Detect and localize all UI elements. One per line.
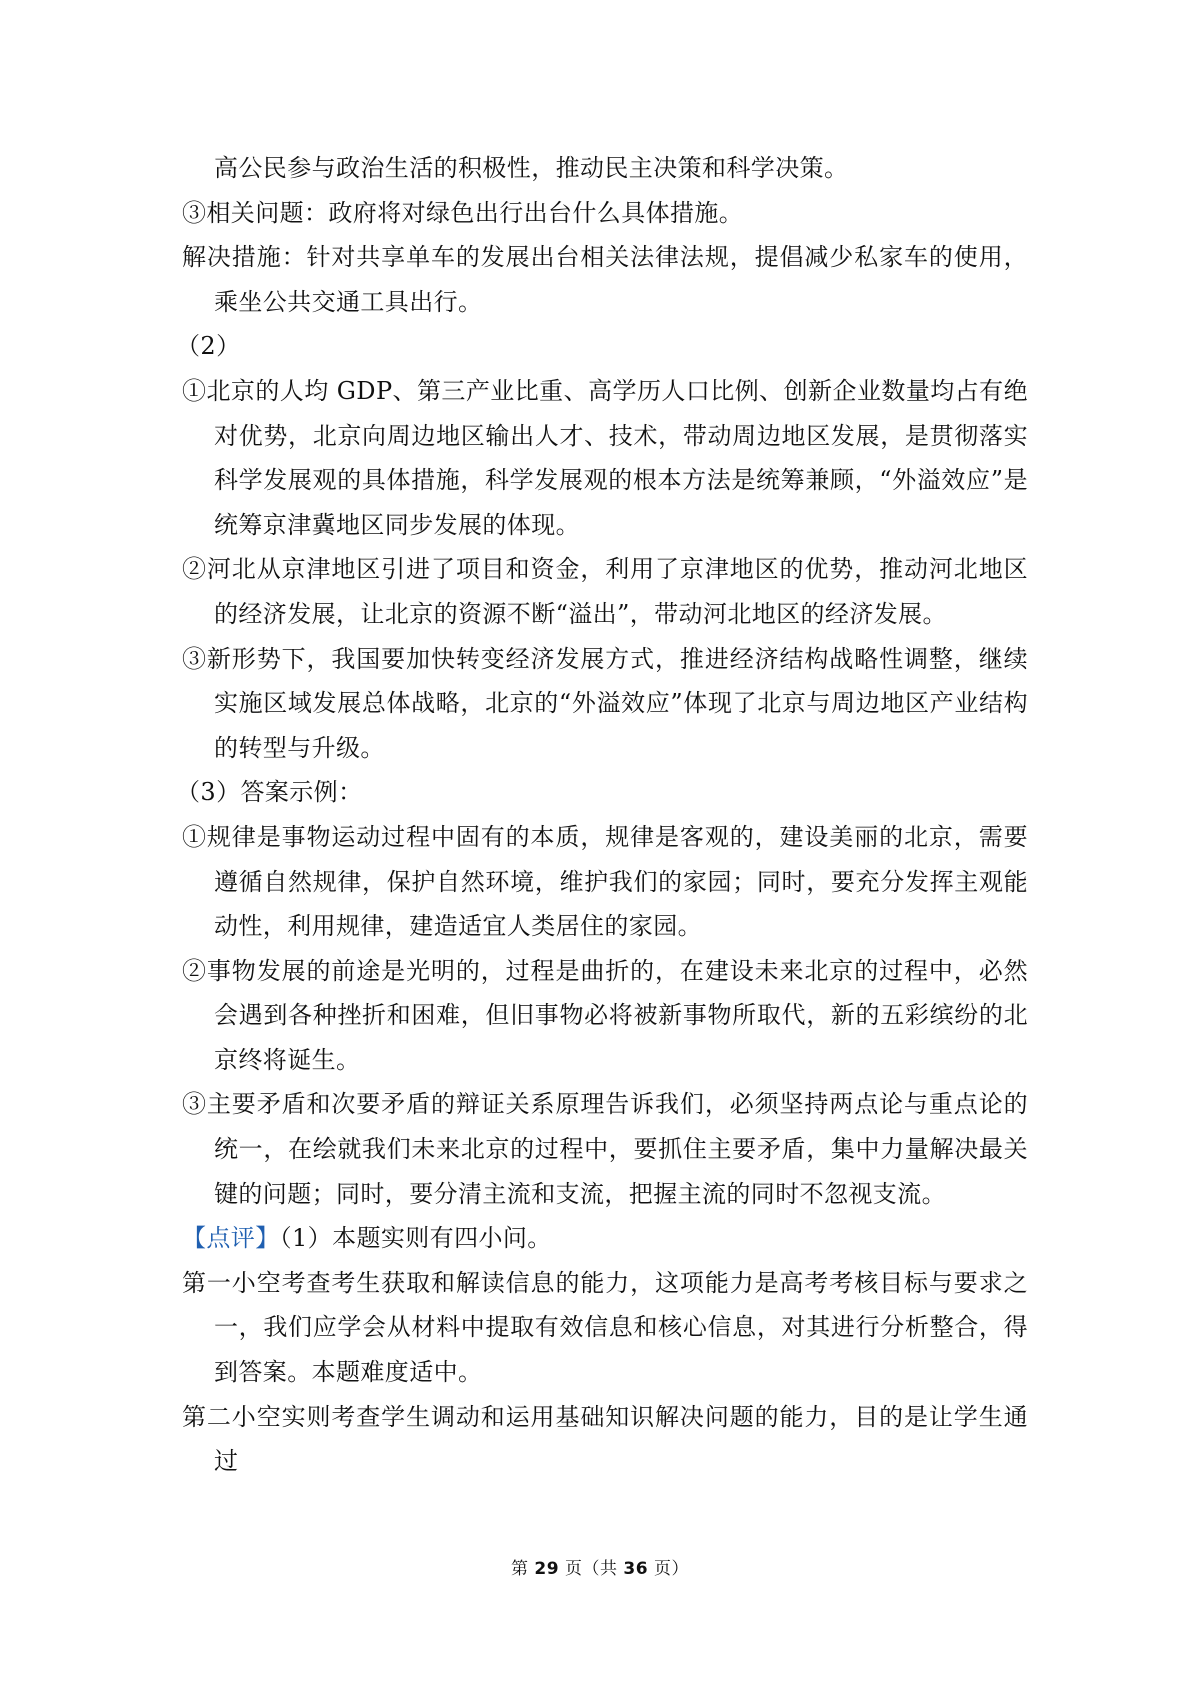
footer-suffix: 页） — [653, 1559, 689, 1579]
page-number: 29 — [534, 1559, 560, 1579]
comment-tag: 【点评】 — [182, 1224, 280, 1253]
paragraph: ③新形势下，我国要加快转变经济发展方式，推进经济结构战略性调整，继续实施区域发展总体战略，北京的“外溢效应”体现了北京与周边地区产业结构的转型与升级。 — [182, 644, 1028, 762]
paragraph: ①北京的人均 GDP、第三产业比重、高学历人口比例、创新企业数量均占有绝对优势，北京向周边地区输出人才、技术，带动周边地区发展，是贯彻落实科学发展观的具体措施，科学发展观的根本方法是统筹兼顾，“外溢效应”是统筹京津冀地区同步发展的体现。 — [182, 376, 1028, 539]
footer-prefix: 第 — [511, 1559, 529, 1579]
page-footer — [0, 1554, 1200, 1579]
comment-line — [182, 1216, 1028, 1261]
comment-text: （1）本题实则有四小问。 — [279, 1224, 552, 1253]
paragraph: ①规律是事物运动过程中固有的本质，规律是客观的，建设美丽的北京，需要遵循自然规律，保护自然环境，维护我们的家园；同时，要充分发挥主观能动性，利用规律，建造适宜人类居住的家园。 — [182, 822, 1028, 941]
paragraph: ②事物发展的前途是光明的，过程是曲折的，在建设未来北京的过程中，必然会遇到各种挫折和困难，但旧事物必将被新事物所取代，新的五彩缤纷的北京终将诞生。 — [182, 956, 1028, 1074]
footer-middle: 页（共 — [565, 1559, 618, 1579]
section-heading: （3）答案示例： — [176, 778, 363, 807]
paragraph: 高公民参与政治生活的积极性，推动民主决策和科学决策。 — [214, 154, 849, 182]
document-body — [176, 146, 1028, 1484]
paragraph: 第二小空实则考查学生调动和运用基础知识解决问题的能力，目的是让学生通过 — [182, 1402, 1028, 1476]
paragraph: ③相关问题：政府将对绿色出行出台什么具体措施。 — [182, 198, 744, 227]
section-heading: （2） — [176, 332, 241, 361]
paragraph: ②河北从京津地区引进了项目和资金，利用了京津地区的优势，推动河北地区的经济发展，让北京的资源不断“溢出”，带动河北地区的经济发展。 — [182, 555, 1028, 628]
total-pages: 36 — [623, 1559, 649, 1579]
paragraph: 解决措施：针对共享单车的发展出台相关法律法规，提倡减少私家车的使用，乘坐公共交通工具出行。 — [182, 243, 1028, 316]
paragraph: 第一小空考查考生获取和解读信息的能力，这项能力是高考考核目标与要求之一，我们应学会从材料中提取有效信息和核心信息，对其进行分析整合，得到答案。本题难度适中。 — [182, 1268, 1028, 1387]
paragraph: ③主要矛盾和次要矛盾的辩证关系原理告诉我们，必须坚持两点论与重点论的统一，在绘就我们未来北京的过程中，要抓住主要矛盾，集中力量解决最关键的问题；同时，要分清主流和支流，把握主流的同时不忽视支流。 — [182, 1090, 1028, 1208]
